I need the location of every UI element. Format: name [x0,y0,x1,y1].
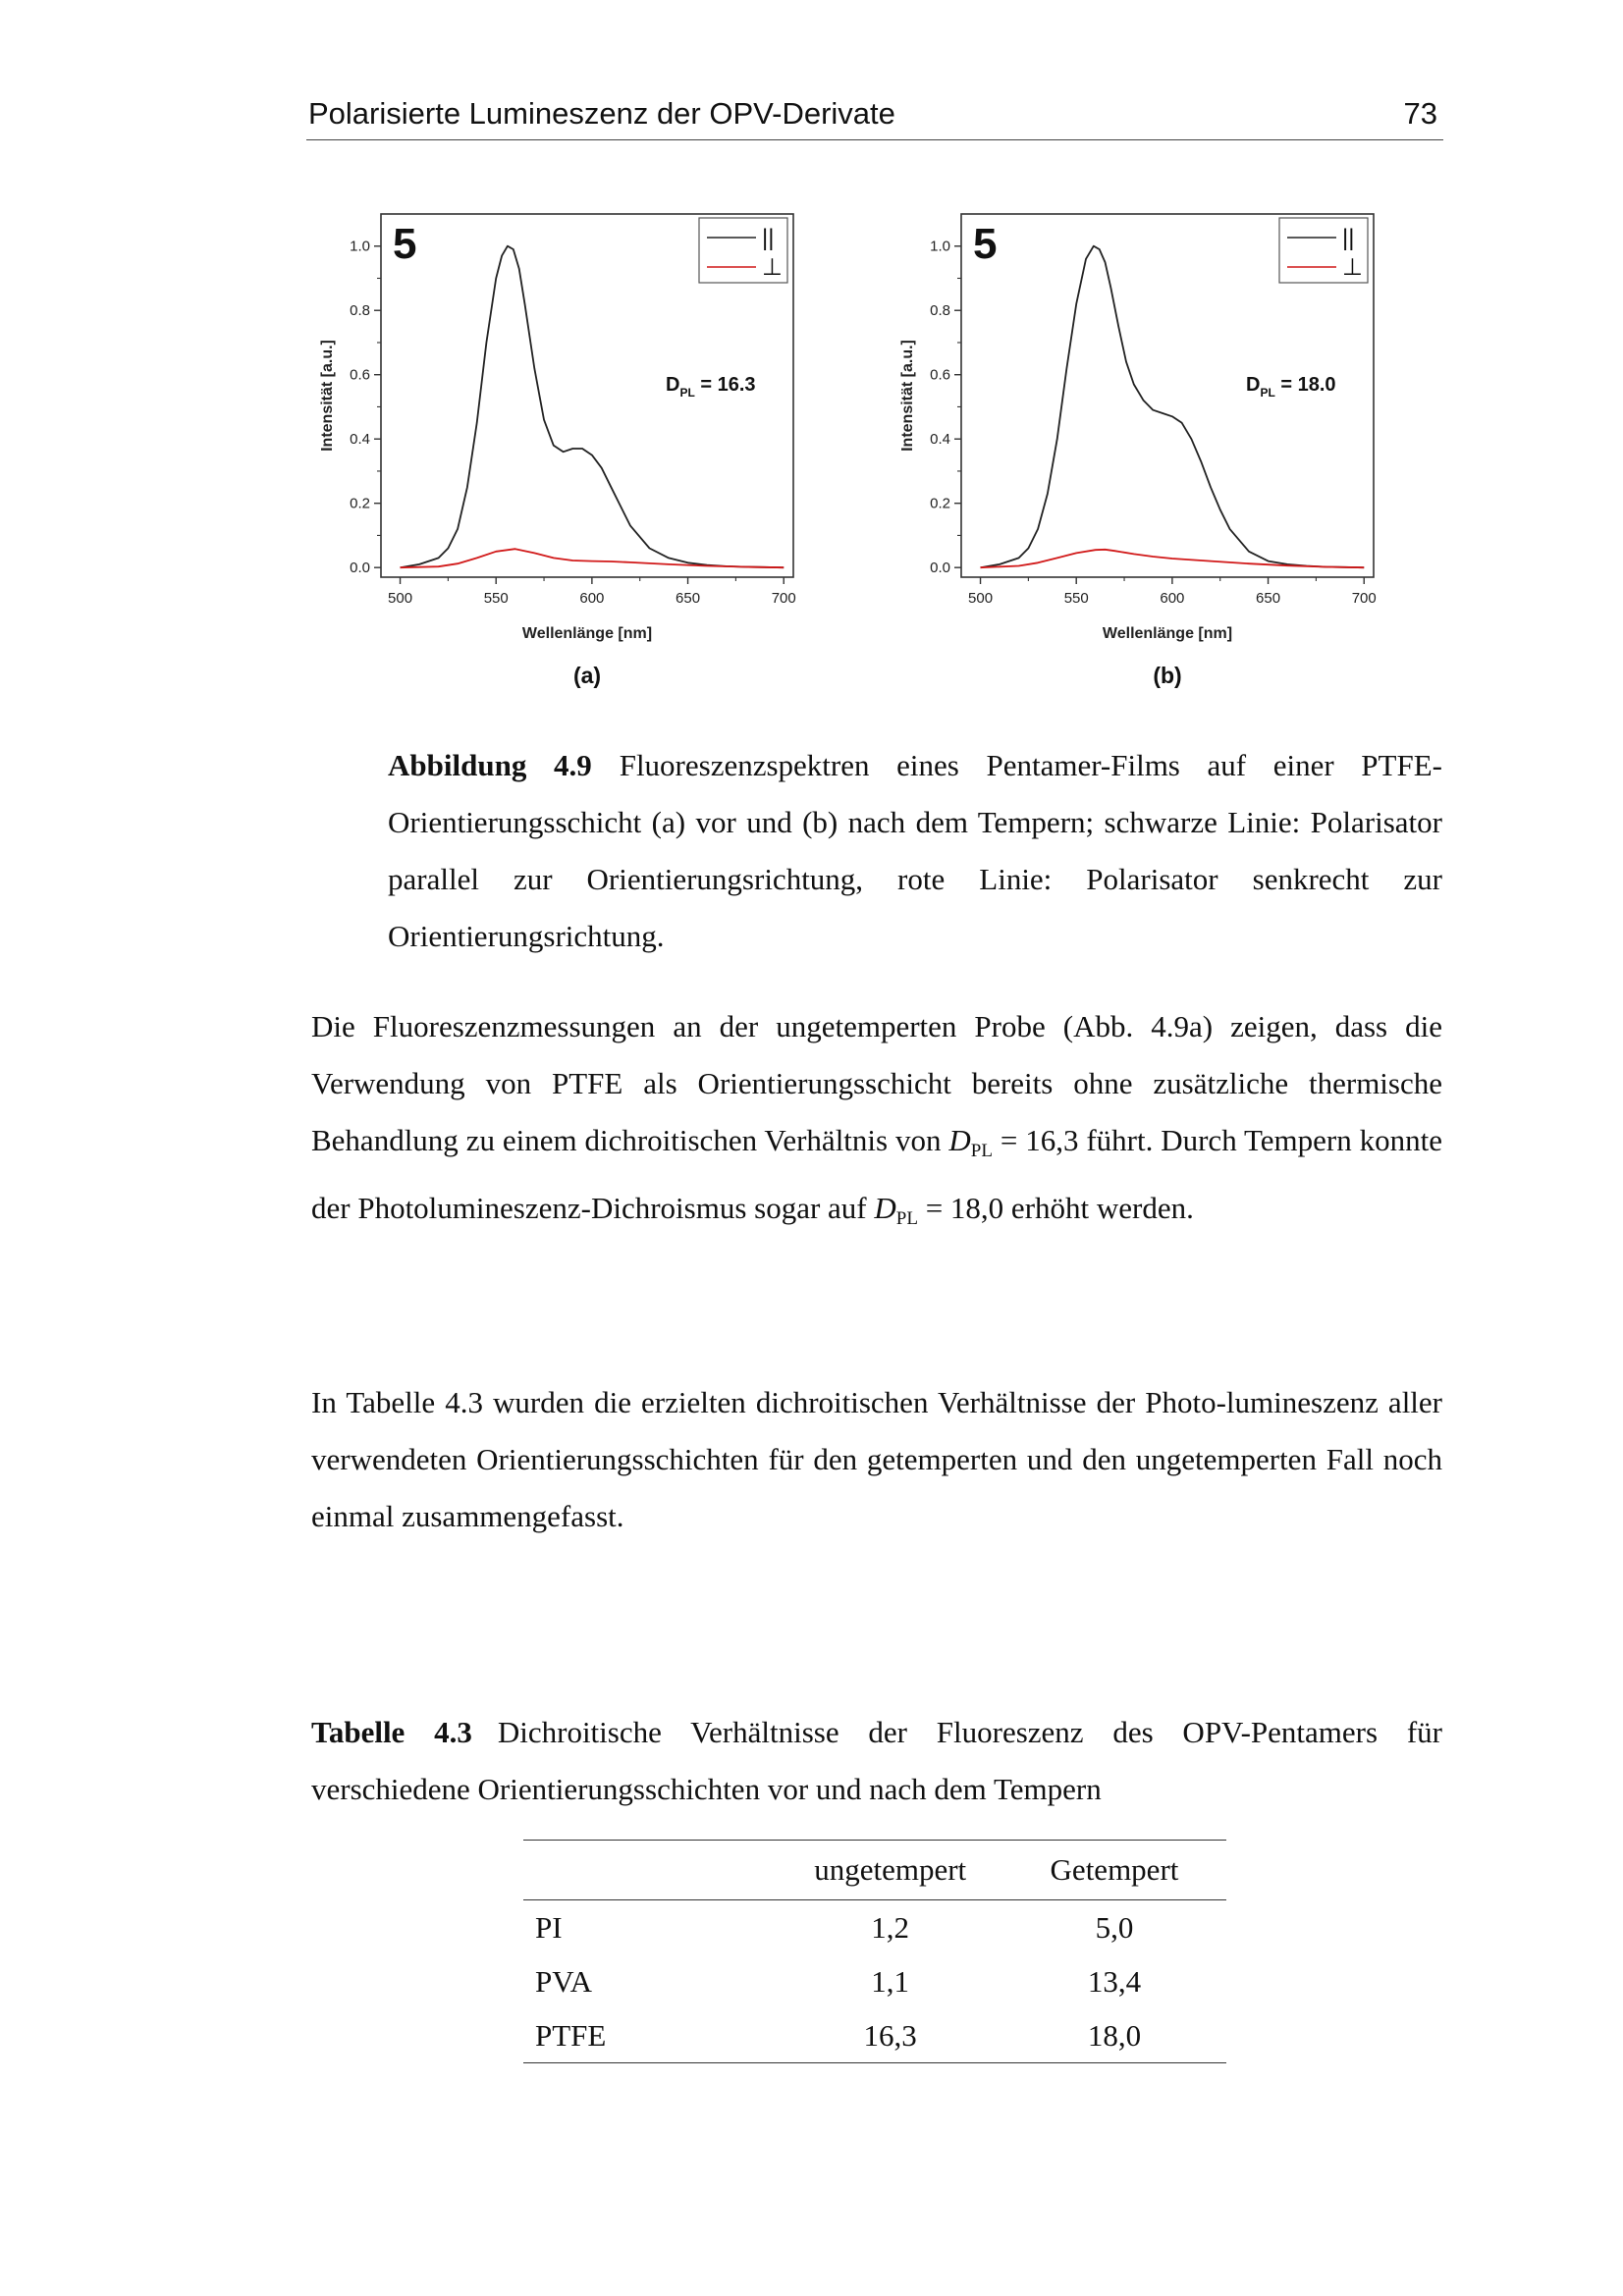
table-header-cell: ungetempert [778,1841,1002,1900]
panel-sub-label: (a) [572,663,602,688]
table-cell: 5,0 [1095,1909,1134,1945]
table-cell: PVA [535,1963,593,1999]
dpl-variable-2: D [874,1191,896,1225]
y-tick-label: 0.8 [930,302,950,320]
dichroic-ratio-table [523,1840,1226,2063]
figure-panel-b [888,204,1437,715]
x-tick-label: 650 [1256,590,1281,607]
table-cell: 13,4 [1087,1963,1142,1999]
paragraph-1-part-1: Die Fluoreszenzmessungen an der ungetemperten Probe (Abb. 4.9a) zeigen, dass die Verwendung von PTFE als Orientierungsschicht bereits ohne zusätzliche thermische Behandlung zu einem dichroitischen Verhältnis von [311,1009,1442,1157]
panel-number-label: 5 [393,220,417,268]
x-tick-label: 600 [579,590,605,607]
legend-entry: ⊥ [1342,254,1363,281]
parallel-polarization-line [401,246,784,568]
page-number: 73 [1403,96,1437,131]
x-tick-label: 700 [771,590,796,607]
x-tick-label: 650 [676,590,701,607]
y-tick-label: 1.0 [930,238,950,255]
dpl-subscript-2: PL [895,1208,918,1229]
y-tick-label: 0.0 [350,560,370,577]
legend-entry: ⊥ [762,254,783,281]
table-header-cell: Getempert [1002,1841,1226,1900]
running-header [306,94,1443,140]
figure-caption [388,737,1442,965]
y-tick-label: 0.8 [350,302,370,320]
y-tick-label: 0.0 [930,560,950,577]
legend-entry: || [1342,225,1355,251]
y-axis-title: Intensität [a.u.] [899,340,916,452]
table-caption [311,1704,1442,1818]
table-cell: 18,0 [1087,2017,1142,2053]
figure-caption-label: Abbildung 4.9 [388,748,592,782]
x-axis-title: Wellenlänge [nm] [1102,625,1233,642]
x-tick-label: 500 [388,590,413,607]
panel-sub-label: (b) [1153,663,1182,688]
x-tick-label: 500 [968,590,994,607]
table-caption-label: Tabelle 4.3 [311,1715,472,1749]
panel-number-label: 5 [973,220,998,268]
legend-entry: || [762,225,775,251]
table-row [523,1900,1226,1955]
dpl-variable-1: D [948,1123,971,1157]
dpl-subscript-1: PL [970,1141,993,1161]
perpendicular-polarization-line [981,550,1365,567]
y-tick-label: 1.0 [350,238,370,255]
x-tick-label: 700 [1351,590,1377,607]
paragraph-1-part-2: = 16,3 führt. Durch Tempern konnte der Photolumineszenz-Dichroismus sogar auf [311,1123,1442,1225]
y-tick-label: 0.6 [930,366,950,384]
table-cell: 16,3 [863,2017,917,2053]
figure-caption-text: Fluoreszenzspektren eines Pentamer-Films auf einer PTFE-Orientierungsschicht (a) vor und (b) nach dem Tempern; schwarze Linie: Polarisator parallel zur Orientierungsrichtung, rote Linie: Polarisator senkrecht zur Orientierungsrichtung. [388,748,1442,953]
x-tick-label: 550 [1063,590,1089,607]
y-axis-title: Intensität [a.u.] [319,340,336,452]
y-tick-label: 0.4 [930,431,950,449]
body-paragraph-1 [311,998,1442,1248]
y-tick-label: 0.4 [350,431,370,449]
table-header-row [523,1841,1226,1900]
table-cell: 1,2 [871,1909,910,1945]
body-paragraph-2: In Tabelle 4.3 wurden die erzielten dichroitischen Verhältnisse der Photo-lumineszenz aller verwendeten Orientierungsschichten für den getemperten und den ungetemperten Fall noch einmal zusammengefasst. [311,1385,1442,1533]
spectrum-chart-b [888,204,1437,715]
x-tick-label: 550 [483,590,509,607]
table-caption-text: Dichroitische Verhältnisse der Fluoreszenz des OPV-Pentamers für verschiedene Orientierungsschichten vor und nach dem Tempern [311,1715,1442,1806]
table-cell: 1,1 [871,1963,910,1999]
figure-panel-a [307,204,857,715]
table-header-cell [523,1841,778,1900]
paragraph-1-part-3: = 18,0 erhöht werden. [917,1191,1194,1225]
chapter-title: Polarisierte Lumineszenz der OPV-Derivate [308,96,895,131]
y-tick-label: 0.6 [350,366,370,384]
x-axis-title: Wellenlänge [nm] [521,625,653,642]
y-tick-label: 0.2 [350,495,370,512]
table-cell: PTFE [535,2017,607,2053]
dichroic-ratio-annotation: $D_{PL} = 16.3$ [666,374,756,400]
y-tick-label: 0.2 [930,495,950,512]
spectrum-chart-a [307,204,857,715]
dichroic-ratio-annotation: $D_{PL} = 18.0$ [1246,374,1336,400]
x-tick-label: 600 [1160,590,1185,607]
table-cell: PI [535,1909,563,1945]
parallel-polarization-line [981,246,1365,568]
table-row [523,2008,1226,2063]
table-row [523,1954,1226,2008]
perpendicular-polarization-line [401,549,784,567]
